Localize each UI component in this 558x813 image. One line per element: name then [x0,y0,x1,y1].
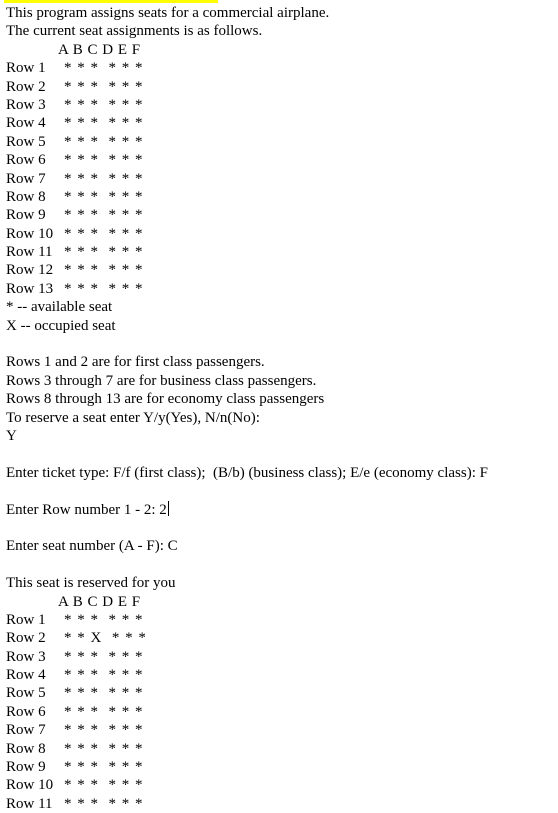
row-label: Row 8 [6,740,46,757]
class-info-first: Rows 1 and 2 are for first class passengers. [6,354,265,371]
seat-row [6,721,552,739]
seat-row [6,78,552,96]
row-seats: * * * * * * [64,170,144,187]
seat-row [6,133,552,151]
seat-row [6,96,552,114]
seat-number-prompt: Enter seat number (A - F): C [6,538,178,555]
row-label: Row 6 [6,703,46,720]
seat-column-header: A B C D E F [58,41,141,58]
row-seats: * * * * * * [64,133,144,150]
row-seats: * * * * * * [64,96,144,113]
seat-row [6,243,552,261]
row-label: Row 9 [6,759,46,776]
row-seats: * * X * * * [64,630,147,647]
row-label: Row 12 [6,262,54,279]
blank-line [6,445,552,463]
seat-row [6,59,552,77]
row-seats: * * * * * * [64,60,144,77]
seat-row [6,280,552,298]
row-seats: * * * * * * [64,262,144,279]
reserve-prompt: To reserve a seat enter Y/y(Yes), N/n(No): [6,409,260,426]
seat-row [6,776,552,794]
row-seats: * * * * * * [64,759,144,776]
row-label: Row 1 [6,611,46,628]
row-seats: * * * * * * [64,740,144,757]
row-number-text: Enter Row number 1 - 2: 2 [6,501,167,518]
ticket-type-prompt: Enter ticket type: F/f (first class); (B/b) (business class); E/e (economy class): F [6,464,488,481]
row-seats: * * * * * * [64,777,144,794]
seat-row [6,151,552,169]
row-label: Row 1 [6,60,46,77]
legend-occupied: X -- occupied seat [6,317,116,334]
intro-line-2: The current seat assignments is as follows. [6,23,263,40]
legend-available: * -- available seat [6,299,113,316]
blank-line [6,556,552,574]
seat-row [6,740,552,758]
seat-row [6,611,552,629]
row-seats: * * * * * * [64,722,144,739]
row-label: Row 7 [6,170,46,187]
row-label: Row 4 [6,115,46,132]
row-label: Row 3 [6,648,46,665]
row-label: Row 9 [6,207,46,224]
console-output[interactable] [6,4,552,813]
row-label: Row 5 [6,685,46,702]
row-label: Row 8 [6,188,46,205]
row-label: Row 2 [6,78,46,95]
row-seats: * * * * * * [64,611,144,628]
reserve-answer: Y [6,427,17,444]
row-label: Row 11 [6,795,53,812]
seat-chart-before [6,59,552,298]
blank-line [6,519,552,537]
seat-row [6,114,552,132]
row-seats: * * * * * * [64,152,144,169]
row-seats: * * * * * * [64,78,144,95]
row-seats: * * * * * * [64,667,144,684]
seat-row [6,188,552,206]
row-label: Row 7 [6,722,46,739]
seat-row [6,225,552,243]
seat-row [6,666,552,684]
row-number-prompt[interactable] [6,501,552,519]
row-seats: * * * * * * [64,225,144,242]
seat-row [6,629,552,647]
row-seats: * * * * * * [64,115,144,132]
seat-row [6,795,552,813]
row-seats: * * * * * * [64,795,144,812]
seat-row [6,758,552,776]
row-label: Row 5 [6,133,46,150]
row-label: Row 2 [6,630,46,647]
blank-line [6,335,552,353]
seat-row [6,261,552,279]
seat-row [6,703,552,721]
seat-column-header: A B C D E F [58,593,141,610]
selection-highlight [4,0,218,3]
blank-line [6,482,552,500]
row-seats: * * * * * * [64,207,144,224]
seat-row [6,648,552,666]
row-seats: * * * * * * [64,280,144,297]
row-seats: * * * * * * [64,703,144,720]
class-info-business: Rows 3 through 7 are for business class passengers. [6,372,317,389]
row-seats: * * * * * * [64,188,144,205]
seat-row [6,206,552,224]
class-info-economy: Rows 8 through 13 are for economy class passengers [6,391,325,408]
row-seats: * * * * * * [64,685,144,702]
row-label: Row 11 [6,244,53,261]
seat-row [6,684,552,702]
seat-row [6,170,552,188]
row-label: Row 6 [6,152,46,169]
row-label: Row 4 [6,667,46,684]
row-label: Row 10 [6,777,54,794]
seat-chart-after [6,611,552,813]
row-label: Row 10 [6,225,54,242]
reserved-message: This seat is reserved for you [6,575,176,592]
text-cursor [168,501,169,516]
row-label: Row 13 [6,280,54,297]
intro-line-1: This program assigns seats for a commercial airplane. [6,5,330,21]
row-seats: * * * * * * [64,648,144,665]
row-label: Row 3 [6,96,46,113]
row-seats: * * * * * * [64,244,144,261]
